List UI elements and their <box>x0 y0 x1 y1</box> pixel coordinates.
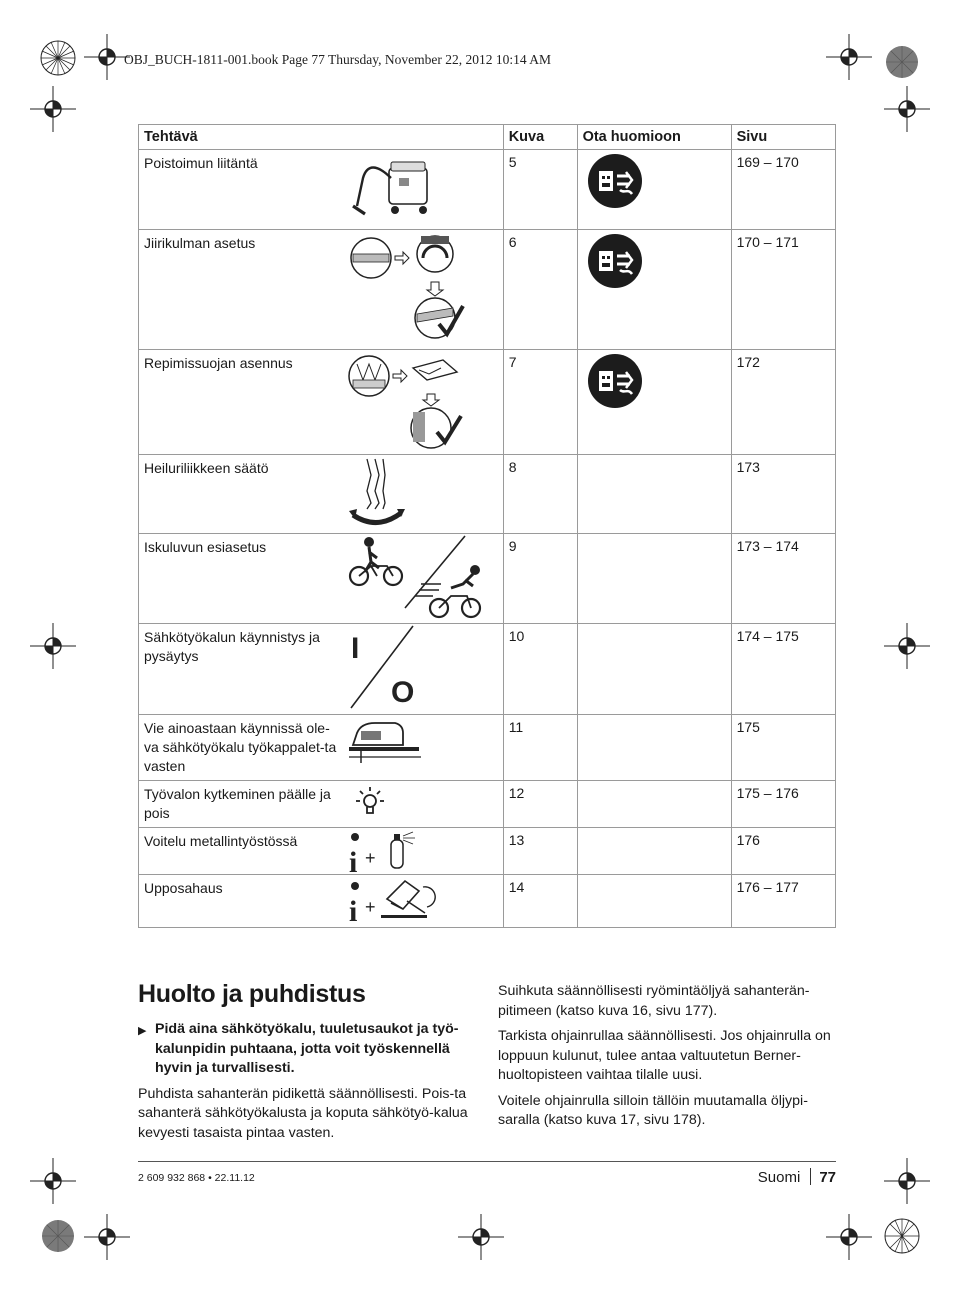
paragraph: Tarkista ohjainrullaa säännöllisesti. Jos ohjainrulla on loppuun kulunut, tulee antaa valtuutetun Berner-huoltopisteen vaihtaa tilalle uusi. <box>498 1028 831 1083</box>
page-range: 175 – 176 <box>731 781 835 828</box>
crosshair-mark-icon <box>30 1158 76 1204</box>
section-title: Huolto ja puhdistus <box>138 980 366 1008</box>
svg-text:i: i <box>349 895 358 925</box>
unplug-before-work-icon <box>586 352 644 410</box>
page-range: 169 – 170 <box>731 150 835 230</box>
figure-number: 6 <box>503 230 577 350</box>
table-row <box>139 150 836 230</box>
paragraph: Voitele ohjainrulla silloin tällöin muutamalla öljypi-saralla (katso kuva 17, sivu 178). <box>498 1092 808 1128</box>
warning-bullet <box>138 1020 474 1079</box>
bevel-angle-setting-icon <box>347 234 467 344</box>
gray-target-mark-icon <box>38 1216 78 1256</box>
crosshair-mark-icon <box>826 1214 872 1260</box>
table-row <box>139 781 836 828</box>
task-label: Sähkötyökalun käynnistys ja pysäytys <box>144 629 320 664</box>
figure-number: 10 <box>503 624 577 715</box>
svg-text:O: O <box>391 676 415 709</box>
crosshair-mark-icon <box>84 34 130 80</box>
page-range: 170 – 171 <box>731 230 835 350</box>
table-row <box>139 230 836 350</box>
task-table <box>138 124 836 928</box>
table-row <box>139 624 836 715</box>
task-label: Iskuluvun esiasetus <box>144 539 267 555</box>
figure-number: 11 <box>503 715 577 781</box>
table-header-row <box>139 125 836 150</box>
work-light-icon <box>347 785 393 821</box>
footer-language: Suomi <box>757 1169 801 1186</box>
task-label: Vie ainoastaan käynnissä ole-va sähkötyökalu työkappalet-ta vasten <box>144 720 337 774</box>
table-row <box>139 715 836 781</box>
task-label: Heiluriliikkeen säätö <box>144 460 269 476</box>
footer-page-info <box>758 1168 836 1186</box>
header-page: Sivu <box>731 125 835 150</box>
jigsaw-on-workpiece-icon <box>347 719 423 769</box>
crosshair-mark-icon <box>30 86 76 132</box>
figure-number: 8 <box>503 455 577 534</box>
task-label: Jiirikulman asetus <box>144 235 256 251</box>
crosshair-mark-icon <box>884 623 930 669</box>
warning-text: Pidä aina sähkötyökalu, tuuletusaukot ja työ-kalunpidin puhtaana, jotta voit työskennellä hyvin ja turvallisesti. <box>155 1021 459 1076</box>
stroke-rate-cyclist-icon <box>347 534 483 620</box>
info-plunge-cut-icon <box>347 877 437 925</box>
figure-number: 14 <box>503 875 577 928</box>
registration-mark-icon <box>30 30 86 86</box>
page-range: 175 <box>731 715 835 781</box>
vacuum-cleaner-icon <box>347 154 437 220</box>
crosshair-mark-icon <box>458 1214 504 1260</box>
page-range: 173 – 174 <box>731 534 835 624</box>
splinter-guard-install-icon <box>347 350 467 450</box>
unplug-before-work-icon <box>586 232 644 290</box>
header-figure: Kuva <box>503 125 577 150</box>
bullet-triangle-icon: ▶ <box>138 1025 147 1037</box>
unplug-before-work-icon <box>586 152 644 210</box>
right-column <box>498 982 838 1137</box>
figure-number: 9 <box>503 534 577 624</box>
paragraph: Puhdista sahanterän pidikettä säännöllisesti. Pois-ta sahanterä sähkötyökalusta ja koputa sähkötyö-kalua kevyesti tasaista pintaa vasten. <box>138 1085 468 1141</box>
svg-text:+: + <box>365 897 376 917</box>
pendulum-action-icon <box>347 455 417 527</box>
table-row <box>139 875 836 928</box>
page-range: 176 – 177 <box>731 875 835 928</box>
table-row <box>139 828 836 875</box>
table-row <box>139 350 836 455</box>
crosshair-mark-icon <box>84 1214 130 1260</box>
footer-divider <box>138 1161 836 1162</box>
crosshair-mark-icon <box>884 1158 930 1204</box>
task-label: Repimissuojan asennus <box>144 355 293 371</box>
task-label: Poistoimun liitäntä <box>144 155 258 171</box>
page-range: 174 – 175 <box>731 624 835 715</box>
page-range: 173 <box>731 455 835 534</box>
on-off-switch-icon <box>347 624 427 712</box>
page-number: 77 <box>819 1169 836 1186</box>
left-column <box>138 1020 474 1149</box>
gray-target-mark-icon <box>882 42 922 82</box>
figure-number: 5 <box>503 150 577 230</box>
crosshair-mark-icon <box>826 34 872 80</box>
info-lubrication-icon <box>347 830 423 874</box>
table-row <box>139 455 836 534</box>
book-header-note: OBJ_BUCH-1811-001.book Page 77 Thursday, November 22, 2012 10:14 AM <box>124 52 551 67</box>
task-label: Upposahaus <box>144 880 223 896</box>
table-row <box>139 534 836 624</box>
svg-text:+: + <box>365 848 376 868</box>
figure-number: 13 <box>503 828 577 875</box>
svg-text:i: i <box>349 846 358 874</box>
paragraph: Suihkuta säännöllisesti ryömintäöljyä sahanterän-pitimeen (katso kuva 16, sivu 177). <box>498 983 810 1019</box>
crosshair-mark-icon <box>30 623 76 669</box>
registration-mark-icon <box>874 1208 930 1264</box>
task-label: Voitelu metallintyöstössä <box>144 833 298 849</box>
figure-number: 7 <box>503 350 577 455</box>
header-note: Ota huomioon <box>577 125 731 150</box>
figure-number: 12 <box>503 781 577 828</box>
task-label: Työvalon kytkeminen päälle ja pois <box>144 786 331 821</box>
footer-doc-number: 2 609 932 868 • 22.11.12 <box>138 1172 255 1184</box>
svg-text:I: I <box>351 632 360 665</box>
crosshair-mark-icon <box>884 86 930 132</box>
page-range: 172 <box>731 350 835 455</box>
header-task: Tehtävä <box>139 125 504 150</box>
page-range: 176 <box>731 828 835 875</box>
